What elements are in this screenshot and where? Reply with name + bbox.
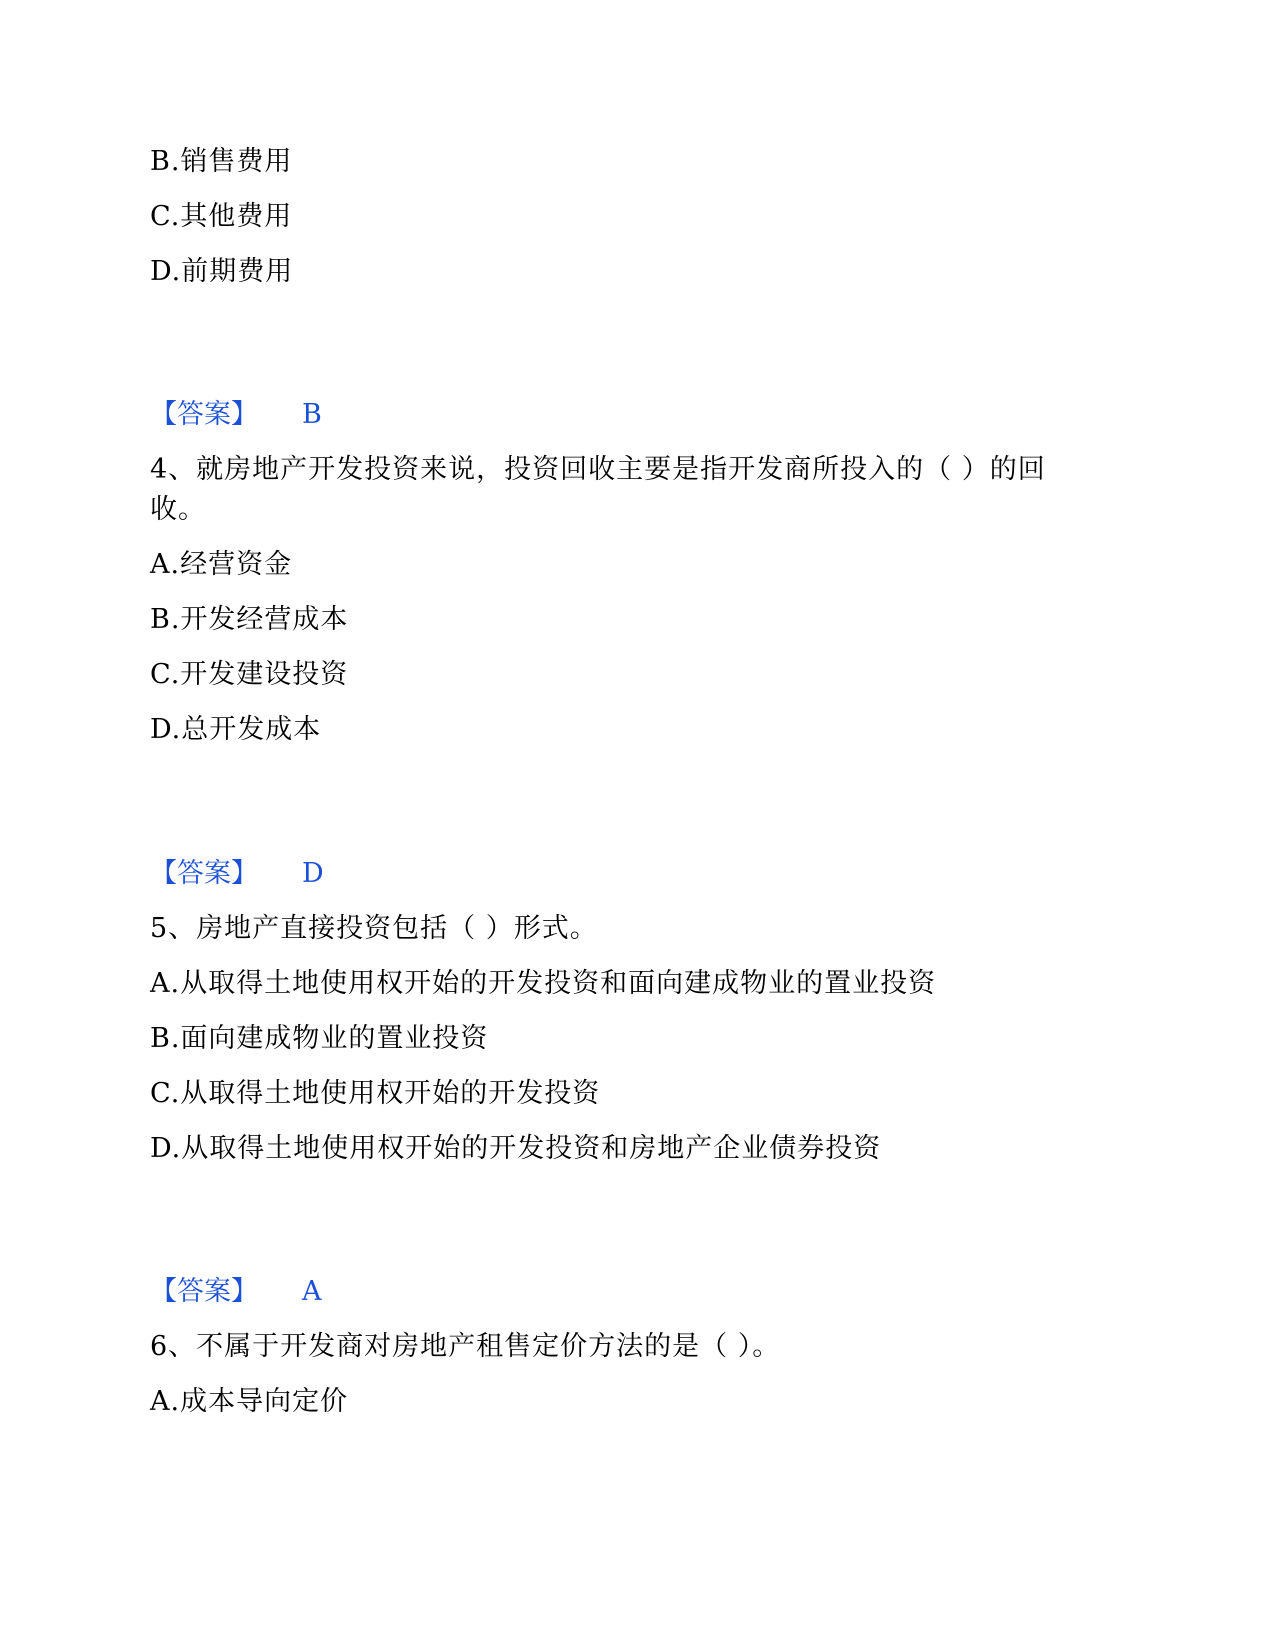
q4-stem-line1: 4、就房地产开发投资来说，投资回收主要是指开发商所投入的（ ）的回 (150, 454, 1046, 485)
q5-option-a: A.从取得土地使用权开始的开发投资和面向建成物业的置业投资 (150, 968, 937, 999)
q4-answer (150, 854, 324, 894)
q5-answer-label: 【答案】 (150, 1276, 258, 1307)
q3-option-b: B.销售费用 (150, 146, 293, 177)
q3-answer (150, 395, 322, 435)
q4-option-d: D.总开发成本 (150, 714, 322, 745)
q3-answer-value: B (302, 399, 322, 430)
q3-answer-label: 【答案】 (150, 399, 258, 430)
q4-stem-line2: 收。 (150, 494, 206, 525)
q4-option-c: C.开发建设投资 (150, 659, 349, 690)
q5-stem: 5、房地产直接投资包括（ ）形式。 (150, 913, 598, 944)
q4-option-a: A.经营资金 (150, 549, 293, 580)
q3-option-d: D.前期费用 (150, 256, 294, 287)
q4-answer-value: D (302, 858, 324, 889)
q5-answer-value: A (302, 1276, 322, 1307)
q6-stem: 6、不属于开发商对房地产租售定价方法的是（ ）。 (150, 1331, 781, 1362)
q5-answer (150, 1272, 322, 1312)
q5-option-d: D.从取得土地使用权开始的开发投资和房地产企业债券投资 (150, 1133, 882, 1164)
q3-option-c: C.其他费用 (150, 201, 293, 232)
q5-option-c: C.从取得土地使用权开始的开发投资 (150, 1078, 601, 1109)
q6-option-a: A.成本导向定价 (150, 1386, 349, 1417)
q4-option-b: B.开发经营成本 (150, 604, 349, 635)
q5-option-b: B.面向建成物业的置业投资 (150, 1023, 489, 1054)
q4-answer-label: 【答案】 (150, 858, 258, 889)
